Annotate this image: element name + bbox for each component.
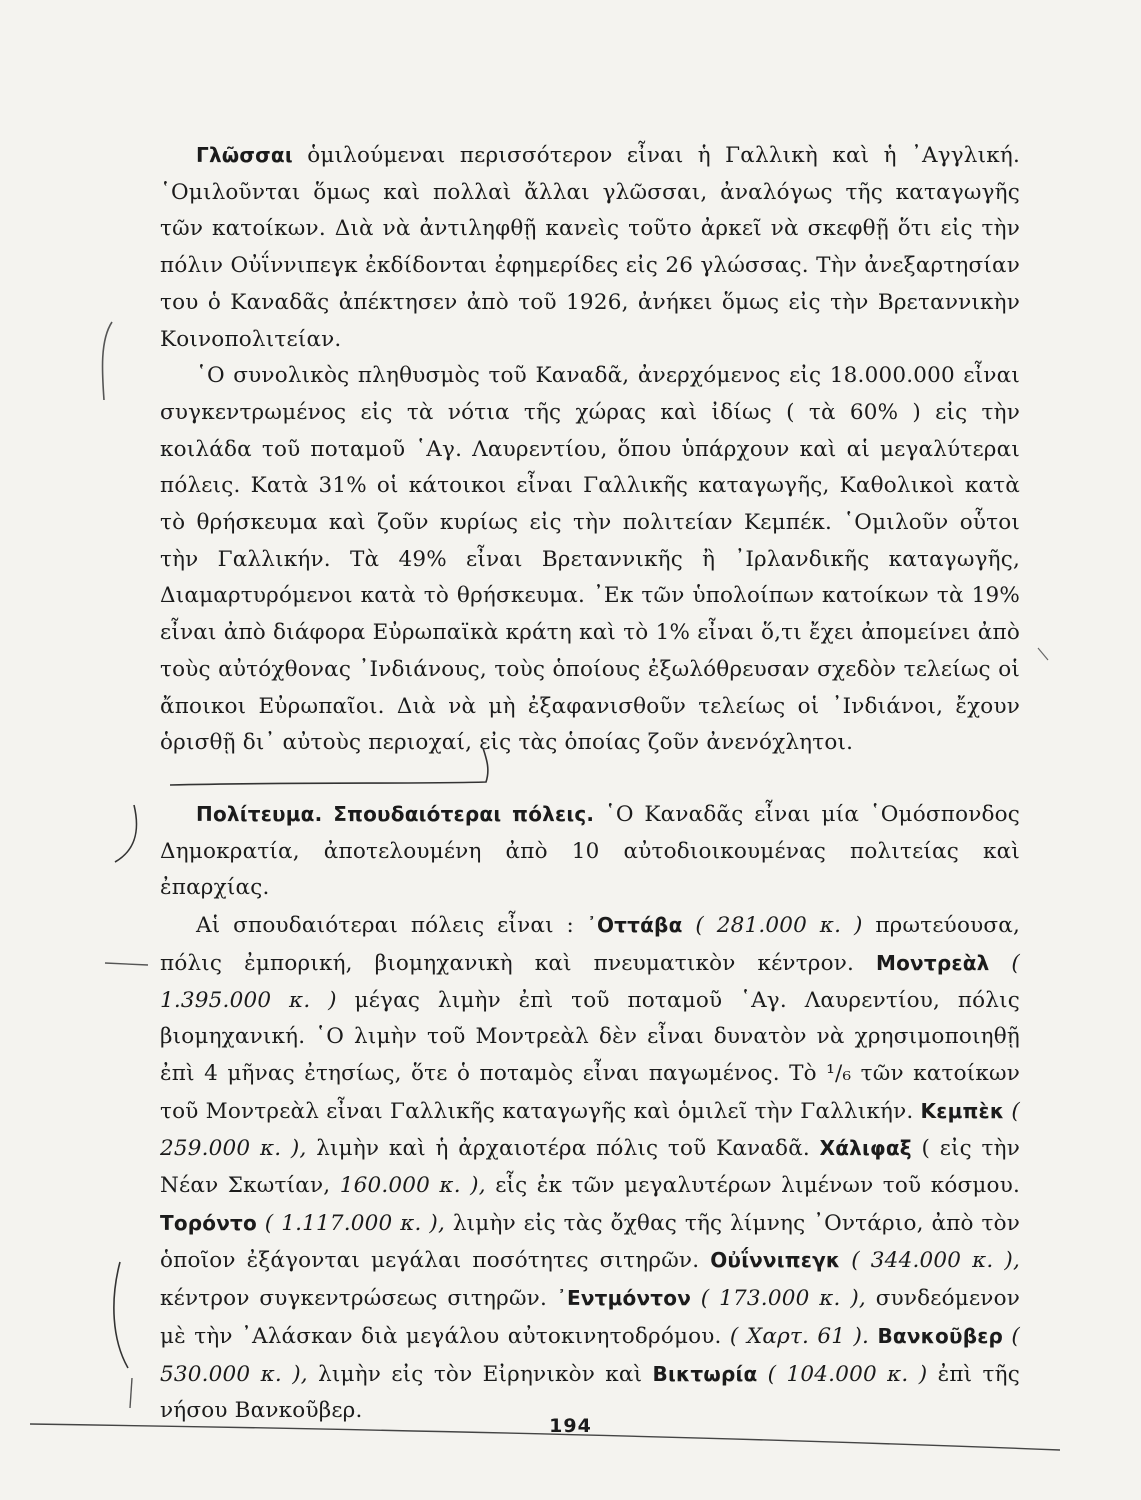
city-quebec-description: λιμὴν καὶ ἡ ἀρχαιοτέρα πόλις τοῦ Καναδᾶ.	[306, 1136, 820, 1162]
page-number: 194	[549, 1415, 592, 1437]
city-ottawa: ᾿Οττάβα	[586, 913, 683, 938]
city-ottawa-population: ( 281.000 κ. )	[682, 913, 863, 939]
city-montreal: Μοντρεὰλ	[876, 950, 990, 975]
city-toronto: Τορόντο	[160, 1210, 257, 1235]
city-winnipeg: Οὐΐννιπεγκ	[710, 1248, 841, 1273]
section-languages-population	[160, 137, 1020, 762]
city-toronto-description: λιμὴν εἰς τὰς ὄχθας τῆς λίμνης ᾿Οντάριο, ἀπὸ τὸν ὁποῖον ἐξάγονται μεγάλαι ποσότητες σιτηρῶν.	[160, 1210, 1020, 1274]
city-edmonton-population: ( 173.000 κ. ),	[691, 1286, 866, 1312]
city-montreal-population: ( 1.395.000 κ. )	[160, 950, 1021, 1013]
pencil-dash-left	[105, 963, 148, 965]
pencil-bracket-top-left	[102, 322, 112, 400]
city-edmonton: ᾿Εντμόντον	[556, 1286, 692, 1311]
city-quebec: Κεμπὲκ	[920, 1098, 1005, 1123]
city-halifax-location: ( εἰς τὴν Νέαν Σκωτίαν,	[160, 1136, 1020, 1199]
pencil-tick-bottom-left	[130, 1378, 132, 1408]
city-vancouver: Βανκοῦβερ	[877, 1323, 1004, 1348]
cities-intro: Αἱ σπουδαιότεραι πόλεις εἶναι :	[196, 913, 587, 939]
paragraph-languages	[160, 137, 1020, 358]
pencil-mark-right-margin	[1038, 648, 1048, 660]
paragraph-languages-text: ὁμιλούμεναι περισσότερον εἶναι ἡ Γαλλικὴ καὶ ἡ ᾿Αγγλική. ῾Ομιλοῦνται ὅμως καὶ πολλαὶ ἄλλαι γλῶσσαι, ἀναλόγως τῆς καταγωγῆς τῶν κατοίκων. Διὰ νὰ ἀντιληφθῇ κανεὶς τοῦτο ἀρκεῖ νὰ σκεφθῇ ὅτι εἰς τὴν πόλιν Οὐΐννιπεγκ ἐκδίδονται ἐφημερίδες εἰς 26 γλώσσας. Τὴν ἀνεξαρτησίαν του ὁ Καναδᾶς ἀπέκτησεν ἀπὸ τοῦ 1926, ἀνήκει ὅμως εἰς τὴν Βρεταννικὴν Κοινοπολιτείαν.	[160, 143, 1020, 352]
paragraph-government-text: ῾Ο Καναδᾶς εἶναι μία ῾Ομόσπονδος Δημοκρατία, ἀποτελουμένη ἀπὸ 10 αὐτοδιοικουμένας πολιτείας καὶ ἐπαρχίας.	[160, 802, 1021, 901]
city-victoria-description: ἐπὶ τῆς νήσου Βανκοῦβερ.	[160, 1361, 1020, 1424]
heading-languages: Γλῶσσαι	[196, 143, 293, 167]
city-montreal-description: μέγας λιμὴν ἐπὶ τοῦ ποταμοῦ ῾Αγ. Λαυρεντίου, πόλις βιομηχανική. ῾Ο λιμὴν τοῦ Μοντρεὰλ δὲν εἶναι δυνατὸν νὰ χρησιμοποιηθῇ ἐπὶ 4 μῆνας ἐτησίως, ὅτε ὁ ποταμὸς εἶναι παγωμένος. Τὸ ¹/₆ τῶν κατοίκων τοῦ Μοντρεὰλ εἶναι Γαλλικῆς καταγωγῆς καὶ ὁμιλεῖ τὴν Γαλλικήν.	[160, 987, 1020, 1124]
paragraph-cities	[160, 907, 1020, 1430]
city-ottawa-description: πρωτεύουσα, πόλις ἐμπορική, βιομηχανικὴ καὶ πνευματικὸν κέντρον.	[160, 913, 1020, 976]
city-toronto-population: ( 1.117.000 κ. ),	[256, 1210, 446, 1236]
pencil-bracket-mid-left	[115, 805, 137, 862]
city-victoria-population: ( 104.000 κ. )	[757, 1361, 928, 1387]
pencil-bracket-lower-left	[114, 1262, 128, 1368]
city-vancouver-population: ( 530.000 κ. ),	[160, 1323, 1020, 1387]
city-edmonton-description: συνδεόμενον μὲ τὴν ᾿Αλάσκαν διὰ μεγάλου αὐτοκινητοδρόμου.	[160, 1286, 1020, 1349]
paragraph-government	[160, 796, 1020, 907]
city-halifax-population: 160.000 κ. ),	[339, 1173, 486, 1199]
city-winnipeg-description: κέντρον συγκεντρώσεως σιτηρῶν.	[160, 1286, 557, 1312]
city-quebec-population: ( 259.000 κ. ),	[160, 1098, 1020, 1162]
paragraph-population: ῾Ο συνολικὸς πληθυσμὸς τοῦ Καναδᾶ, ἀνερχόμενος εἰς 18.000.000 εἶναι συγκεντρωμένος εἰς τὰ νότια τῆς χώρας καὶ ἰδίως ( τὰ 60% ) εἰς τὴν κοιλάδα τοῦ ποταμοῦ ῾Αγ. Λαυρεντίου, ὅπου ὑπάρχουν καὶ αἱ μεγαλύτεραι πόλεις. Κατὰ 31% οἱ κάτοικοι εἶναι Γαλλικῆς καταγωγῆς, Καθολικοὶ κατὰ τὸ θρήσκευμα καὶ ζοῦν κυρίως εἰς τὴν πολιτείαν Κεμπέκ. ῾Ομιλοῦν οὗτοι τὴν Γαλλικήν. Τὰ 49% εἶναι Βρεταννικῆς ἢ ᾿Ιρλανδικῆς καταγωγῆς, Διαμαρτυρόμενοι κατὰ τὸ θρήσκευμα. ᾿Εκ τῶν ὑπολοίπων κατοίκων τὰ 19% εἶναι ἀπὸ διάφορα Εὐρωπαϊκὰ κράτη καὶ τὸ 1% εἶναι ὅ,τι ἔχει ἀπομείνει ἀπὸ τοὺς αὐτόχθονας ᾿Ινδιάνους, τοὺς ὁποίους ἐξωλόθρευσαν σχεδὸν τελείως οἱ ἄποικοι Εὐρωπαῖοι. Διὰ νὰ μὴ ἐξαφανισθοῦν τελείως οἱ ᾿Ινδιάνοι, ἔχουν ὁρισθῇ δι᾿ αὐτοὺς περιοχαί, εἰς τὰς ὁποίας ζοῦν ἀνενόχλητοι.	[160, 363, 1020, 756]
map-reference: ( Χαρτ. 61 ).	[729, 1323, 870, 1349]
city-halifax-description: εἷς ἐκ τῶν μεγαλυτέρων λιμένων τοῦ κόσμου.	[485, 1173, 1020, 1199]
section-government-cities	[160, 796, 1020, 1430]
heading-government-cities: Πολίτευμα. Σπουδαιότεραι πόλεις.	[196, 802, 595, 826]
city-victoria: Βικτωρία	[652, 1361, 758, 1386]
city-winnipeg-population: ( 344.000 κ. ),	[840, 1248, 1020, 1274]
city-vancouver-description: λιμὴν εἰς τὸν Εἰρηνικὸν καὶ	[307, 1361, 653, 1387]
city-halifax: Χάλιφαξ	[819, 1136, 912, 1161]
